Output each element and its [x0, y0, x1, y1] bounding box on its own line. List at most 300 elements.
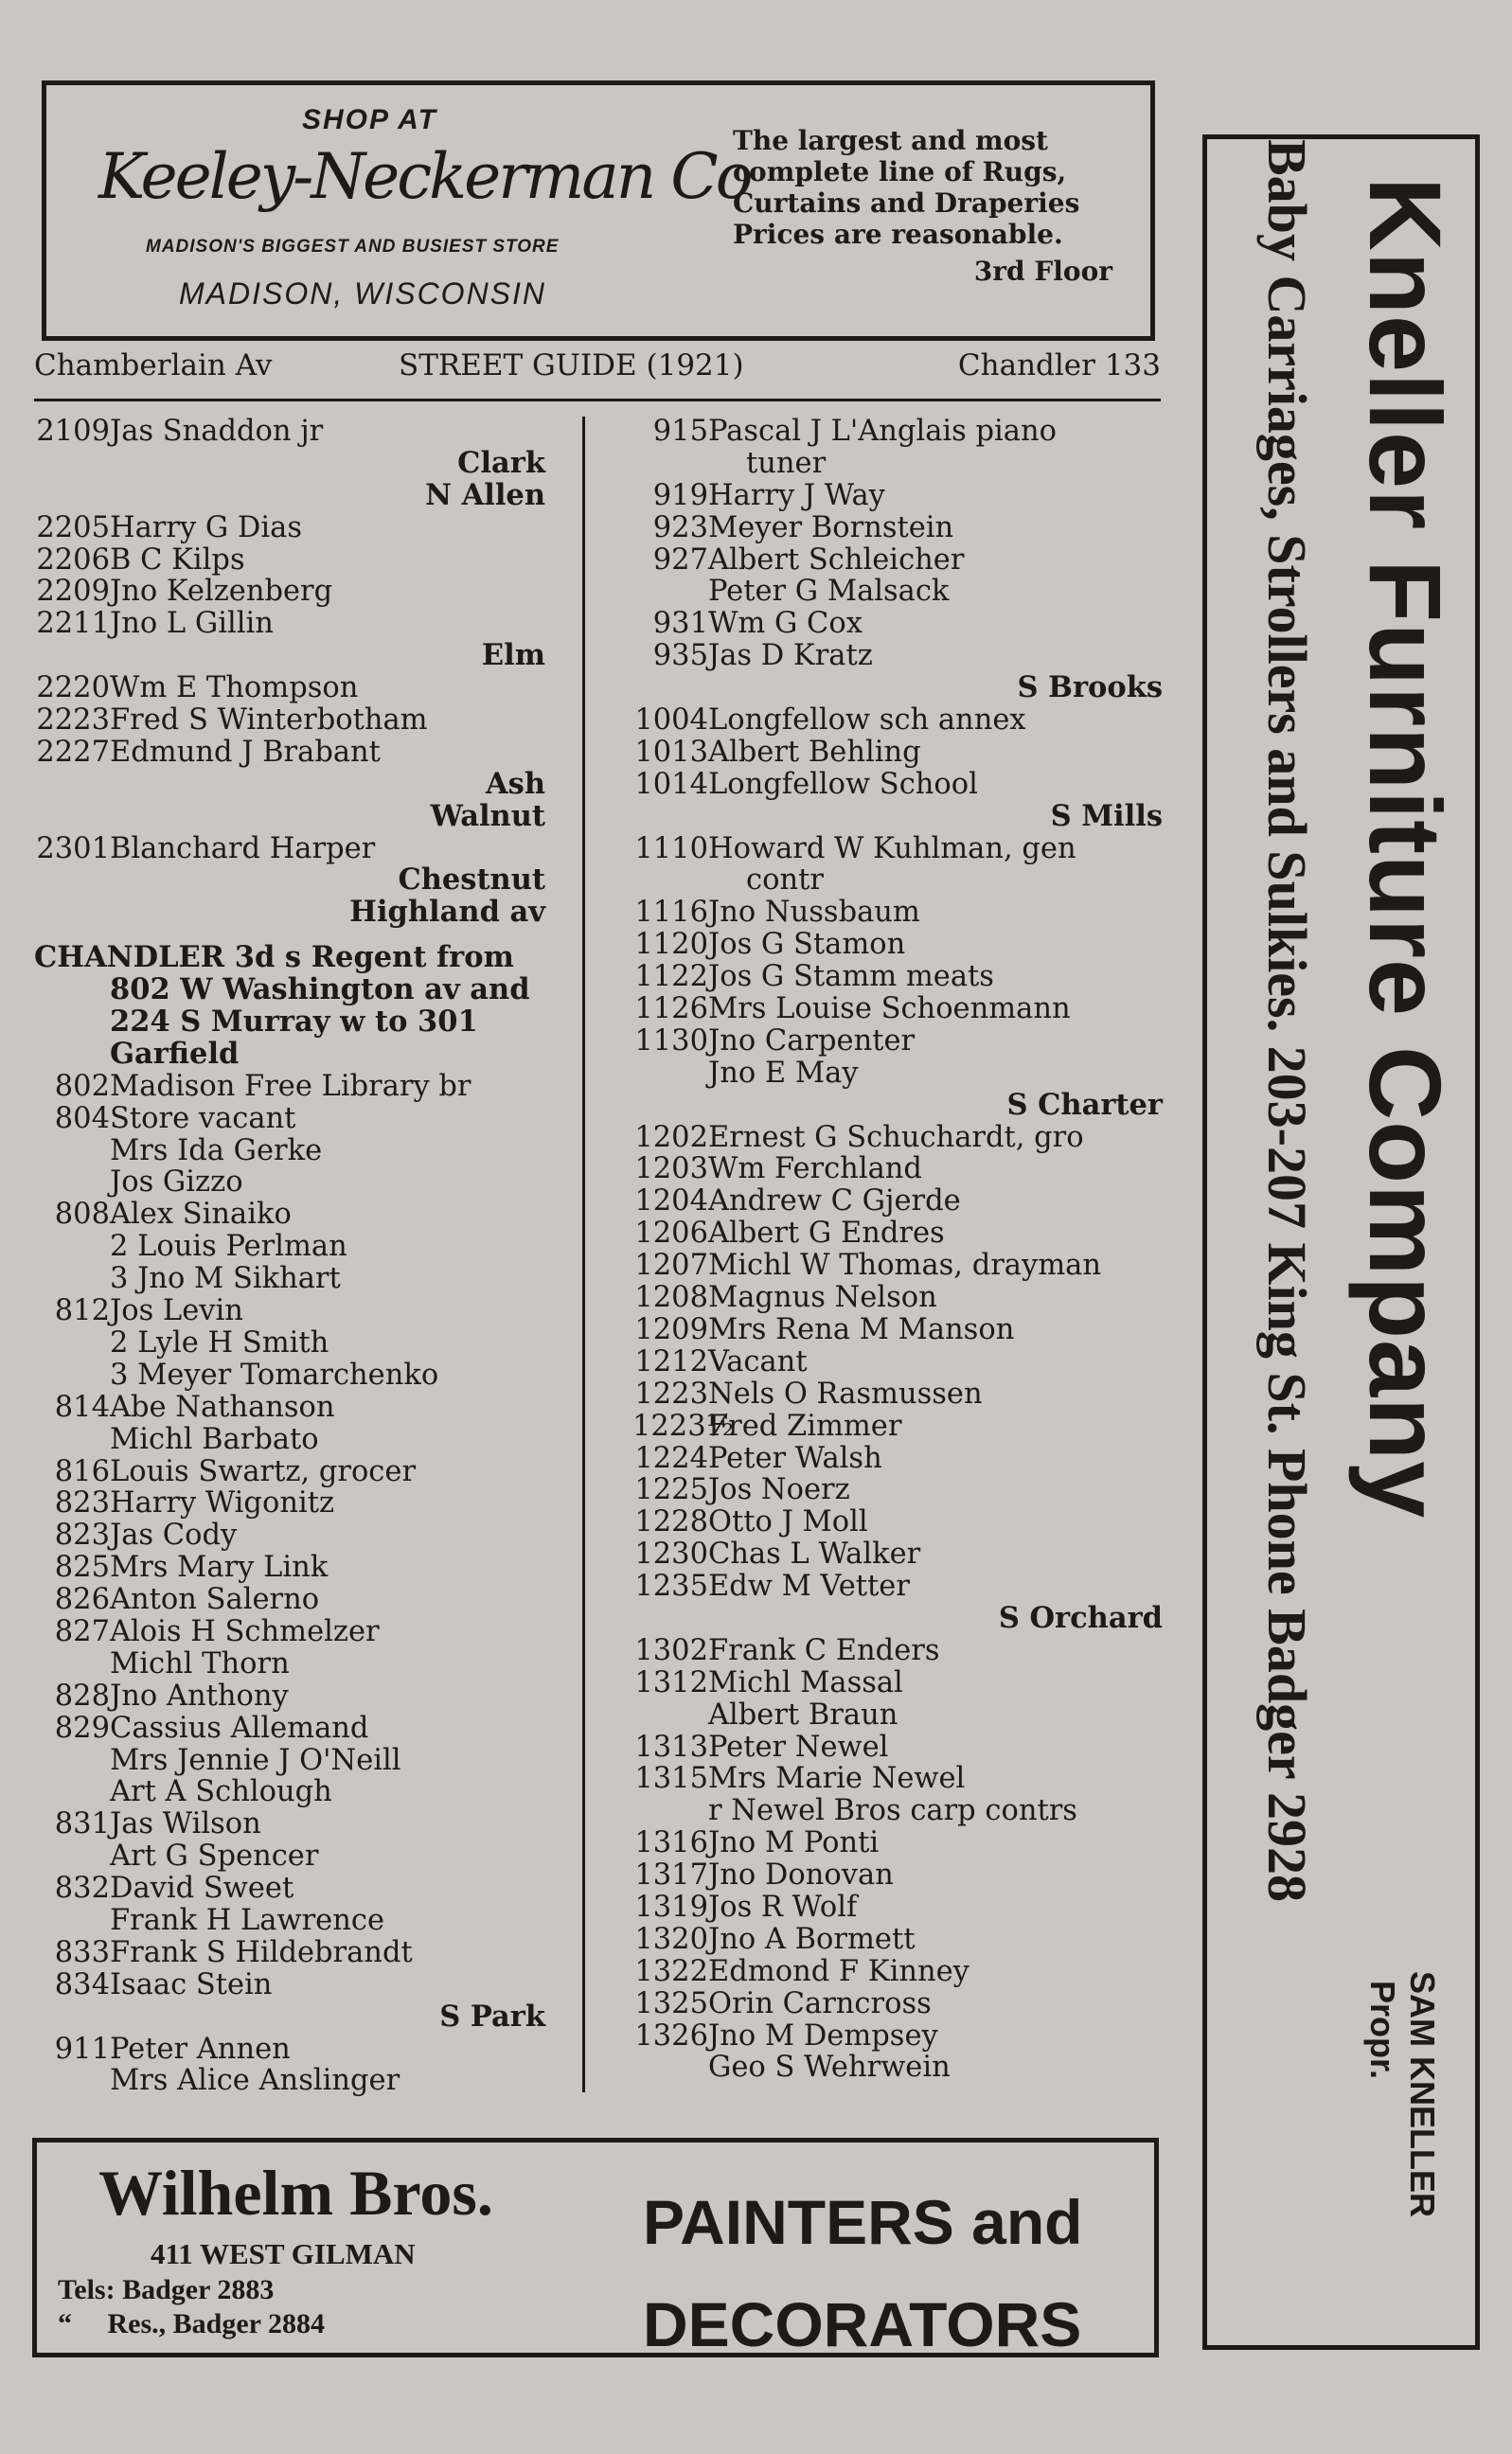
- resident-name: Edmund J Brabant: [110, 735, 381, 769]
- house-number: 1315: [634, 1762, 708, 1796]
- listing-entry: [632, 1795, 1163, 1827]
- street-heading: [34, 1036, 545, 1071]
- resident-name: Michl Thorn: [110, 1646, 290, 1680]
- resident-name: Mrs Marie Newel: [708, 1762, 966, 1796]
- house-number: 2209: [36, 575, 110, 609]
- house-number: 816: [54, 1454, 110, 1488]
- cross-street: [632, 1087, 1163, 1122]
- listing-entry: [34, 672, 545, 704]
- resident-name: Jas Cody: [110, 1519, 238, 1553]
- listing-entry: [632, 2052, 1163, 2084]
- cross-street-name: S Brooks: [1017, 670, 1163, 705]
- listing-entry: [34, 1937, 545, 1969]
- listing-entry: [632, 1443, 1163, 1475]
- cross-street: [34, 445, 545, 480]
- listing-entry: [632, 544, 1163, 577]
- house-number: 802: [54, 1069, 110, 1103]
- street-heading: [34, 942, 545, 974]
- kneller-company-name: Kneller Furniture Company: [1348, 177, 1463, 1520]
- wilhelm-bros-phones: [58, 2273, 325, 2341]
- resident-name: Jno Nussbaum: [708, 896, 920, 930]
- street-heading-text: 224 S Murray w to 301: [110, 1005, 478, 1040]
- resident-name: Wm G Cox: [708, 607, 863, 641]
- listing-entry: [632, 1218, 1163, 1250]
- phone-residence: “ Res., Badger 2884: [58, 2308, 325, 2339]
- resident-name: Jos G Stamm meats: [708, 960, 994, 994]
- cross-street: [34, 864, 545, 897]
- listing-entry: [632, 416, 1163, 448]
- resident-name: r Newel Bros carp contrs: [708, 1794, 1077, 1828]
- resident-name: Jno M Ponti: [708, 1826, 880, 1860]
- listing-entry: [632, 576, 1163, 608]
- listing-entry: [632, 1506, 1163, 1538]
- house-number: 827: [54, 1614, 110, 1648]
- listing-entry: [34, 1456, 545, 1488]
- listing-entry: [34, 576, 545, 608]
- listing-entry: [34, 1487, 545, 1520]
- cross-street-name: Highland av: [349, 895, 545, 930]
- resident-name: Peter Newel: [708, 1730, 889, 1764]
- listing-entry: [34, 1103, 545, 1135]
- house-number: 1302: [634, 1633, 708, 1667]
- resident-name: Jno L Gillin: [110, 607, 274, 641]
- listing-entry: [632, 512, 1163, 544]
- listing-entry: [34, 737, 545, 769]
- listing-continuation: [632, 448, 1163, 480]
- house-number: 931: [652, 607, 708, 641]
- listing-entry: [34, 704, 545, 737]
- resident-name: Abe Nathanson: [110, 1390, 335, 1424]
- house-number: 831: [54, 1807, 110, 1841]
- resident-name: Fred Zimmer: [708, 1409, 902, 1443]
- continuation-text: contr: [746, 863, 824, 898]
- wilhelm-bros-address: 411 WEST GILMAN: [151, 2237, 416, 2270]
- listing-entry: [632, 1538, 1163, 1571]
- resident-name: Mrs Jennie J O'Neill: [110, 1743, 401, 1777]
- listing-entry: [34, 1680, 545, 1713]
- rugs-ad-copy: The largest and most complete line of Rugs, Curtains and Draperies Prices are reasonable.: [733, 125, 1080, 250]
- resident-name: Fred S Winterbotham: [110, 703, 428, 738]
- resident-name: Jas D Kratz: [708, 639, 873, 673]
- resident-name: David Sweet: [110, 1872, 294, 1906]
- house-number: 1014: [634, 767, 708, 801]
- resident-name: Blanchard Harper: [110, 831, 376, 865]
- listing-entry: [632, 1250, 1163, 1282]
- wilhelm-bros-name: Wilhelm Bros.: [98, 2157, 493, 2229]
- listing-entry: [632, 1025, 1163, 1058]
- resident-name: Frank H Lawrence: [110, 1903, 384, 1937]
- house-number: 919: [652, 478, 708, 512]
- house-number: 2301: [36, 831, 110, 865]
- house-number: 1130: [634, 1023, 708, 1058]
- house-number: 1235: [634, 1570, 708, 1604]
- house-number: 927: [652, 542, 708, 577]
- shop-at-label: SHOP AT: [302, 104, 437, 135]
- resident-name: Magnus Nelson: [708, 1281, 937, 1315]
- listing-entry: [34, 1648, 545, 1680]
- house-number: 1110: [634, 831, 708, 865]
- listing-entry: [632, 1122, 1163, 1154]
- listing-entry: [34, 2034, 545, 2066]
- resident-name: B C Kilps: [110, 542, 245, 577]
- listing-entry: [632, 640, 1163, 672]
- house-number: 1319: [634, 1890, 708, 1924]
- listing-entry: [632, 897, 1163, 929]
- house-number: 1126: [634, 992, 708, 1026]
- listing-entry: [34, 512, 545, 544]
- listing-entry: [632, 1924, 1163, 1956]
- resident-name: Art A Schlough: [110, 1775, 332, 1809]
- listing-entry: [632, 1956, 1163, 1988]
- house-number: 2205: [36, 510, 110, 544]
- house-number: 1212: [634, 1344, 708, 1378]
- resident-name: Store vacant: [110, 1101, 296, 1135]
- resident-name: 3 Meyer Tomarchenko: [110, 1358, 439, 1392]
- cross-street: [34, 798, 545, 833]
- cross-street-name: Elm: [481, 638, 545, 673]
- resident-name: Jno Donovan: [708, 1858, 894, 1893]
- resident-name: Jos Gizzo: [110, 1165, 243, 1200]
- header-title: STREET GUIDE (1921): [399, 348, 744, 382]
- resident-name: Longfellow School: [708, 767, 978, 801]
- house-number: 832: [54, 1872, 110, 1906]
- listing-entry: [632, 1667, 1163, 1699]
- cross-street: [34, 2001, 545, 2034]
- resident-name: Wm E Thompson: [110, 671, 359, 705]
- resident-name: Ernest G Schuchardt, gro: [708, 1120, 1084, 1154]
- floor-label: 3rd Floor: [973, 256, 1112, 287]
- listing-entry: [632, 961, 1163, 993]
- listing-entry: [34, 1808, 545, 1840]
- cross-street-name: N Allen: [425, 477, 545, 512]
- listing-entry: [632, 993, 1163, 1025]
- house-number: 1208: [634, 1281, 708, 1315]
- resident-name: Jno M Dempsey: [708, 2018, 938, 2053]
- house-number: 1004: [634, 703, 708, 738]
- listing-entry: [34, 2065, 545, 2097]
- resident-name: Jno A Bormett: [708, 1922, 916, 1956]
- house-number: 1316: [634, 1826, 708, 1860]
- listing-entry: [34, 1166, 545, 1199]
- listing-entry: [34, 1905, 545, 1937]
- resident-name: Mrs Alice Anslinger: [110, 2064, 400, 2098]
- wilhelm-bros-ad: [32, 2138, 1159, 2357]
- resident-name: Mrs Mary Link: [110, 1551, 329, 1585]
- listing-entry: [632, 1732, 1163, 1764]
- house-number: 1204: [634, 1184, 708, 1218]
- resident-name: Geo S Wehrwein: [708, 2051, 951, 2085]
- resident-name: Art G Spencer: [110, 1840, 319, 1874]
- kneller-owner-name: SAM KNELLER: [1403, 1971, 1442, 2217]
- house-number: 808: [54, 1198, 110, 1232]
- trade-line-1: PAINTERS and: [643, 2187, 1083, 2257]
- keeley-neckerman-logo: Keeley-Neckerman Co: [98, 140, 751, 213]
- house-number: 825: [54, 1551, 110, 1585]
- house-number: 1230: [634, 1538, 708, 1572]
- listing-entry: [632, 608, 1163, 640]
- resident-name: Cassius Allemand: [110, 1711, 369, 1745]
- resident-name: Harry Wigonitz: [110, 1486, 335, 1520]
- house-number: 814: [54, 1390, 110, 1424]
- listing-entry: [34, 1360, 545, 1392]
- listing-entry: [632, 1859, 1163, 1892]
- resident-name: Jno Anthony: [110, 1679, 289, 1713]
- house-number: 1312: [634, 1665, 708, 1699]
- listing-entry: [632, 1378, 1163, 1411]
- cross-street-name: Clark: [457, 445, 545, 480]
- listing-entry: [632, 1153, 1163, 1185]
- resident-name: Orin Carncross: [708, 1986, 932, 2020]
- street-heading-text: 802 W Washington av and: [110, 972, 530, 1007]
- house-number: 1225: [634, 1473, 708, 1507]
- listing-entry: [34, 1616, 545, 1648]
- cross-street-name: Chestnut: [398, 862, 545, 898]
- cross-street-name: S Charter: [1006, 1087, 1163, 1122]
- house-number: 828: [54, 1679, 110, 1713]
- house-number: 823: [54, 1519, 110, 1553]
- phone-business: Tels: Badger 2883: [58, 2274, 275, 2305]
- listing-entry: [632, 1699, 1163, 1732]
- resident-name: Nels O Rasmussen: [708, 1377, 983, 1411]
- listing-entry: [34, 608, 545, 640]
- resident-name: Jos Noerz: [708, 1473, 850, 1507]
- house-number: 1223½: [632, 1409, 735, 1443]
- resident-name: Howard W Kuhlman, gen: [708, 831, 1076, 865]
- street-heading: [34, 974, 545, 1006]
- listing-entry: [632, 1411, 1163, 1443]
- resident-name: Jos G Stamon: [708, 928, 906, 962]
- listing-entry: [632, 1763, 1163, 1795]
- resident-name: Mrs Rena M Manson: [708, 1312, 1015, 1346]
- resident-name: Pascal J L'Anglais piano: [708, 415, 1057, 448]
- listing-entry: [34, 1295, 545, 1327]
- house-number: 823: [54, 1486, 110, 1520]
- listing-entry: [632, 480, 1163, 512]
- resident-name: Alex Sinaiko: [110, 1198, 292, 1232]
- house-number: 1122: [634, 960, 708, 994]
- listing-entry: [34, 1424, 545, 1456]
- store-slogan: MADISON'S BIGGEST AND BUSIEST STORE: [146, 237, 560, 257]
- house-number: 911: [54, 2032, 110, 2066]
- house-number: 2206: [36, 542, 110, 577]
- cross-street: [34, 640, 545, 672]
- resident-name: Peter G Malsack: [708, 575, 950, 609]
- listing-entry: [632, 1635, 1163, 1667]
- resident-name: Wm Ferchland: [708, 1152, 922, 1186]
- listing-continuation: [632, 864, 1163, 897]
- listing-entry: [632, 1892, 1163, 1924]
- resident-name: Vacant: [708, 1344, 808, 1378]
- resident-name: Peter Walsh: [708, 1441, 882, 1475]
- cross-street: [34, 766, 545, 801]
- listing-entry: [34, 1071, 545, 1103]
- listing-entry: [632, 1988, 1163, 2020]
- house-number: 1202: [634, 1120, 708, 1154]
- cross-street-name: S Mills: [1050, 798, 1163, 833]
- column-divider: [582, 417, 585, 2092]
- resident-name: Frank S Hildebrandt: [110, 1935, 413, 1969]
- resident-name: Longfellow sch annex: [708, 703, 1026, 738]
- resident-name: Isaac Stein: [110, 1967, 273, 2001]
- listing-entry: [632, 704, 1163, 737]
- street-heading-text: Garfield: [110, 1036, 240, 1071]
- resident-name: Albert Schleicher: [708, 542, 965, 577]
- resident-name: 2 Lyle H Smith: [110, 1325, 329, 1360]
- house-number: 2223: [36, 703, 110, 738]
- house-number: 829: [54, 1711, 110, 1745]
- listing-entry: [34, 544, 545, 577]
- cross-street: [34, 477, 545, 512]
- house-number: 1326: [634, 2018, 708, 2053]
- street-heading-text: CHANDLER 3d s Regent from: [34, 940, 514, 975]
- listing-entry: [34, 1392, 545, 1424]
- listing-entry: [34, 1713, 545, 1745]
- house-number: 833: [54, 1935, 110, 1969]
- house-number: 1325: [634, 1986, 708, 2020]
- resident-name: Jno E May: [708, 1056, 859, 1090]
- house-number: 1322: [634, 1954, 708, 1988]
- listing-entry: [632, 1474, 1163, 1506]
- listing-entry: [632, 1314, 1163, 1346]
- house-number: 2109: [36, 415, 110, 448]
- listing-entry: [632, 929, 1163, 961]
- resident-name: Michl Barbato: [110, 1422, 319, 1456]
- resident-name: 2 Louis Perlman: [110, 1230, 347, 1264]
- house-number: 915: [652, 415, 708, 448]
- house-number: 1203: [634, 1152, 708, 1186]
- resident-name: Alois H Schmelzer: [110, 1614, 380, 1648]
- resident-name: Frank C Enders: [708, 1633, 940, 1667]
- resident-name: Michl Massal: [708, 1665, 903, 1699]
- listing-entry: [34, 1745, 545, 1777]
- listing-entry: [632, 1827, 1163, 1859]
- right-column: [632, 416, 1163, 2084]
- listing-entry: [632, 1058, 1163, 1090]
- kneller-owner-block: [1362, 1971, 1442, 2217]
- resident-name: Albert Behling: [708, 735, 921, 769]
- house-number: 923: [652, 510, 708, 544]
- listing-entry: [632, 1571, 1163, 1603]
- listing-entry: [632, 737, 1163, 769]
- listing-entry: [34, 1327, 545, 1360]
- house-number: 804: [54, 1101, 110, 1135]
- listing-entry: [34, 416, 545, 448]
- resident-name: Albert G Endres: [708, 1217, 945, 1251]
- listing-entry: [632, 833, 1163, 865]
- resident-name: Jno Kelzenberg: [110, 575, 333, 609]
- house-number: 2220: [36, 671, 110, 705]
- kneller-furniture-ad: [1202, 134, 1480, 2350]
- house-number: 2211: [36, 607, 110, 641]
- cross-street-name: S Orchard: [998, 1600, 1163, 1635]
- house-number: 812: [54, 1294, 110, 1328]
- resident-name: Chas L Walker: [708, 1538, 921, 1572]
- listing-entry: [632, 769, 1163, 801]
- house-number: 1320: [634, 1922, 708, 1956]
- house-number: 1317: [634, 1858, 708, 1893]
- listing-entry: [34, 1776, 545, 1808]
- house-number: 1313: [634, 1730, 708, 1764]
- resident-name: Edmond F Kinney: [708, 1954, 969, 1988]
- listing-entry: [34, 1231, 545, 1263]
- cross-street-name: Walnut: [430, 798, 545, 833]
- resident-name: Mrs Louise Schoenmann: [708, 992, 1071, 1026]
- resident-name: Harry G Dias: [110, 510, 302, 544]
- listing-entry: [34, 1840, 545, 1873]
- listing-entry: [34, 1873, 545, 1905]
- listing-entry: [34, 833, 545, 865]
- cross-street: [632, 672, 1163, 704]
- header-left: Chamberlain Av: [34, 348, 273, 382]
- resident-name: Edw M Vetter: [708, 1570, 910, 1604]
- store-city: MADISON, WISCONSIN: [179, 276, 547, 311]
- listing-entry: [34, 1199, 545, 1231]
- resident-name: Jos R Wolf: [708, 1890, 858, 1924]
- listing-entry: [34, 1584, 545, 1616]
- listing-entry: [632, 1346, 1163, 1378]
- listing-entry: [632, 1282, 1163, 1314]
- cross-street: [34, 897, 545, 929]
- wilhelm-bros-trade: [643, 2171, 1082, 2375]
- cross-street: [632, 1600, 1163, 1635]
- resident-name: Peter Annen: [110, 2032, 291, 2066]
- house-number: 1116: [634, 896, 708, 930]
- listing-entry: [632, 1185, 1163, 1218]
- resident-name: Anton Salerno: [110, 1583, 320, 1617]
- house-number: 2227: [36, 735, 110, 769]
- house-number: 834: [54, 1967, 110, 2001]
- house-number: 1206: [634, 1217, 708, 1251]
- kneller-owner-title: Propr.: [1363, 1981, 1402, 2080]
- resident-name: Albert Braun: [708, 1698, 898, 1732]
- keeley-neckerman-ad: [42, 80, 1155, 341]
- house-number: 1207: [634, 1249, 708, 1283]
- resident-name: Andrew C Gjerde: [708, 1184, 961, 1218]
- resident-name: Jos Levin: [110, 1294, 243, 1328]
- house-number: 1223: [634, 1377, 708, 1411]
- header-right: Chandler 133: [957, 348, 1161, 382]
- resident-name: Louis Swartz, grocer: [110, 1454, 417, 1488]
- house-number: 1228: [634, 1505, 708, 1539]
- kneller-product-line: Baby Carriages, Strollers and Sulkies. 203-207 King St. Phone Badger 2928: [1256, 139, 1318, 1903]
- resident-name: Otto J Moll: [708, 1505, 868, 1539]
- house-number: 1209: [634, 1312, 708, 1346]
- resident-name: Michl W Thomas, drayman: [708, 1249, 1101, 1283]
- listing-entry: [34, 1969, 545, 2001]
- listing-entry: [34, 1552, 545, 1584]
- resident-name: 3 Jno M Sikhart: [110, 1262, 341, 1296]
- cross-street-name: Ash: [485, 766, 545, 801]
- street-heading: [34, 1006, 545, 1039]
- resident-name: Jas Snaddon jr: [110, 415, 324, 448]
- resident-name: Madison Free Library br: [110, 1069, 471, 1103]
- resident-name: Jno Carpenter: [708, 1023, 916, 1058]
- house-number: 826: [54, 1583, 110, 1617]
- resident-name: Jas Wilson: [110, 1807, 261, 1841]
- cross-street: [632, 798, 1163, 833]
- listing-entry: [34, 1520, 545, 1552]
- left-column: [34, 416, 545, 2097]
- house-number: 1013: [634, 735, 708, 769]
- trade-line-2: DECORATORS: [643, 2289, 1082, 2359]
- listing-entry: [34, 1135, 545, 1167]
- house-number: 1120: [634, 928, 708, 962]
- resident-name: Harry J Way: [708, 478, 885, 512]
- page-header: [34, 343, 1161, 390]
- resident-name: Mrs Ida Gerke: [110, 1133, 323, 1167]
- listing-entry: [34, 1263, 545, 1295]
- continuation-text: tuner: [746, 446, 827, 480]
